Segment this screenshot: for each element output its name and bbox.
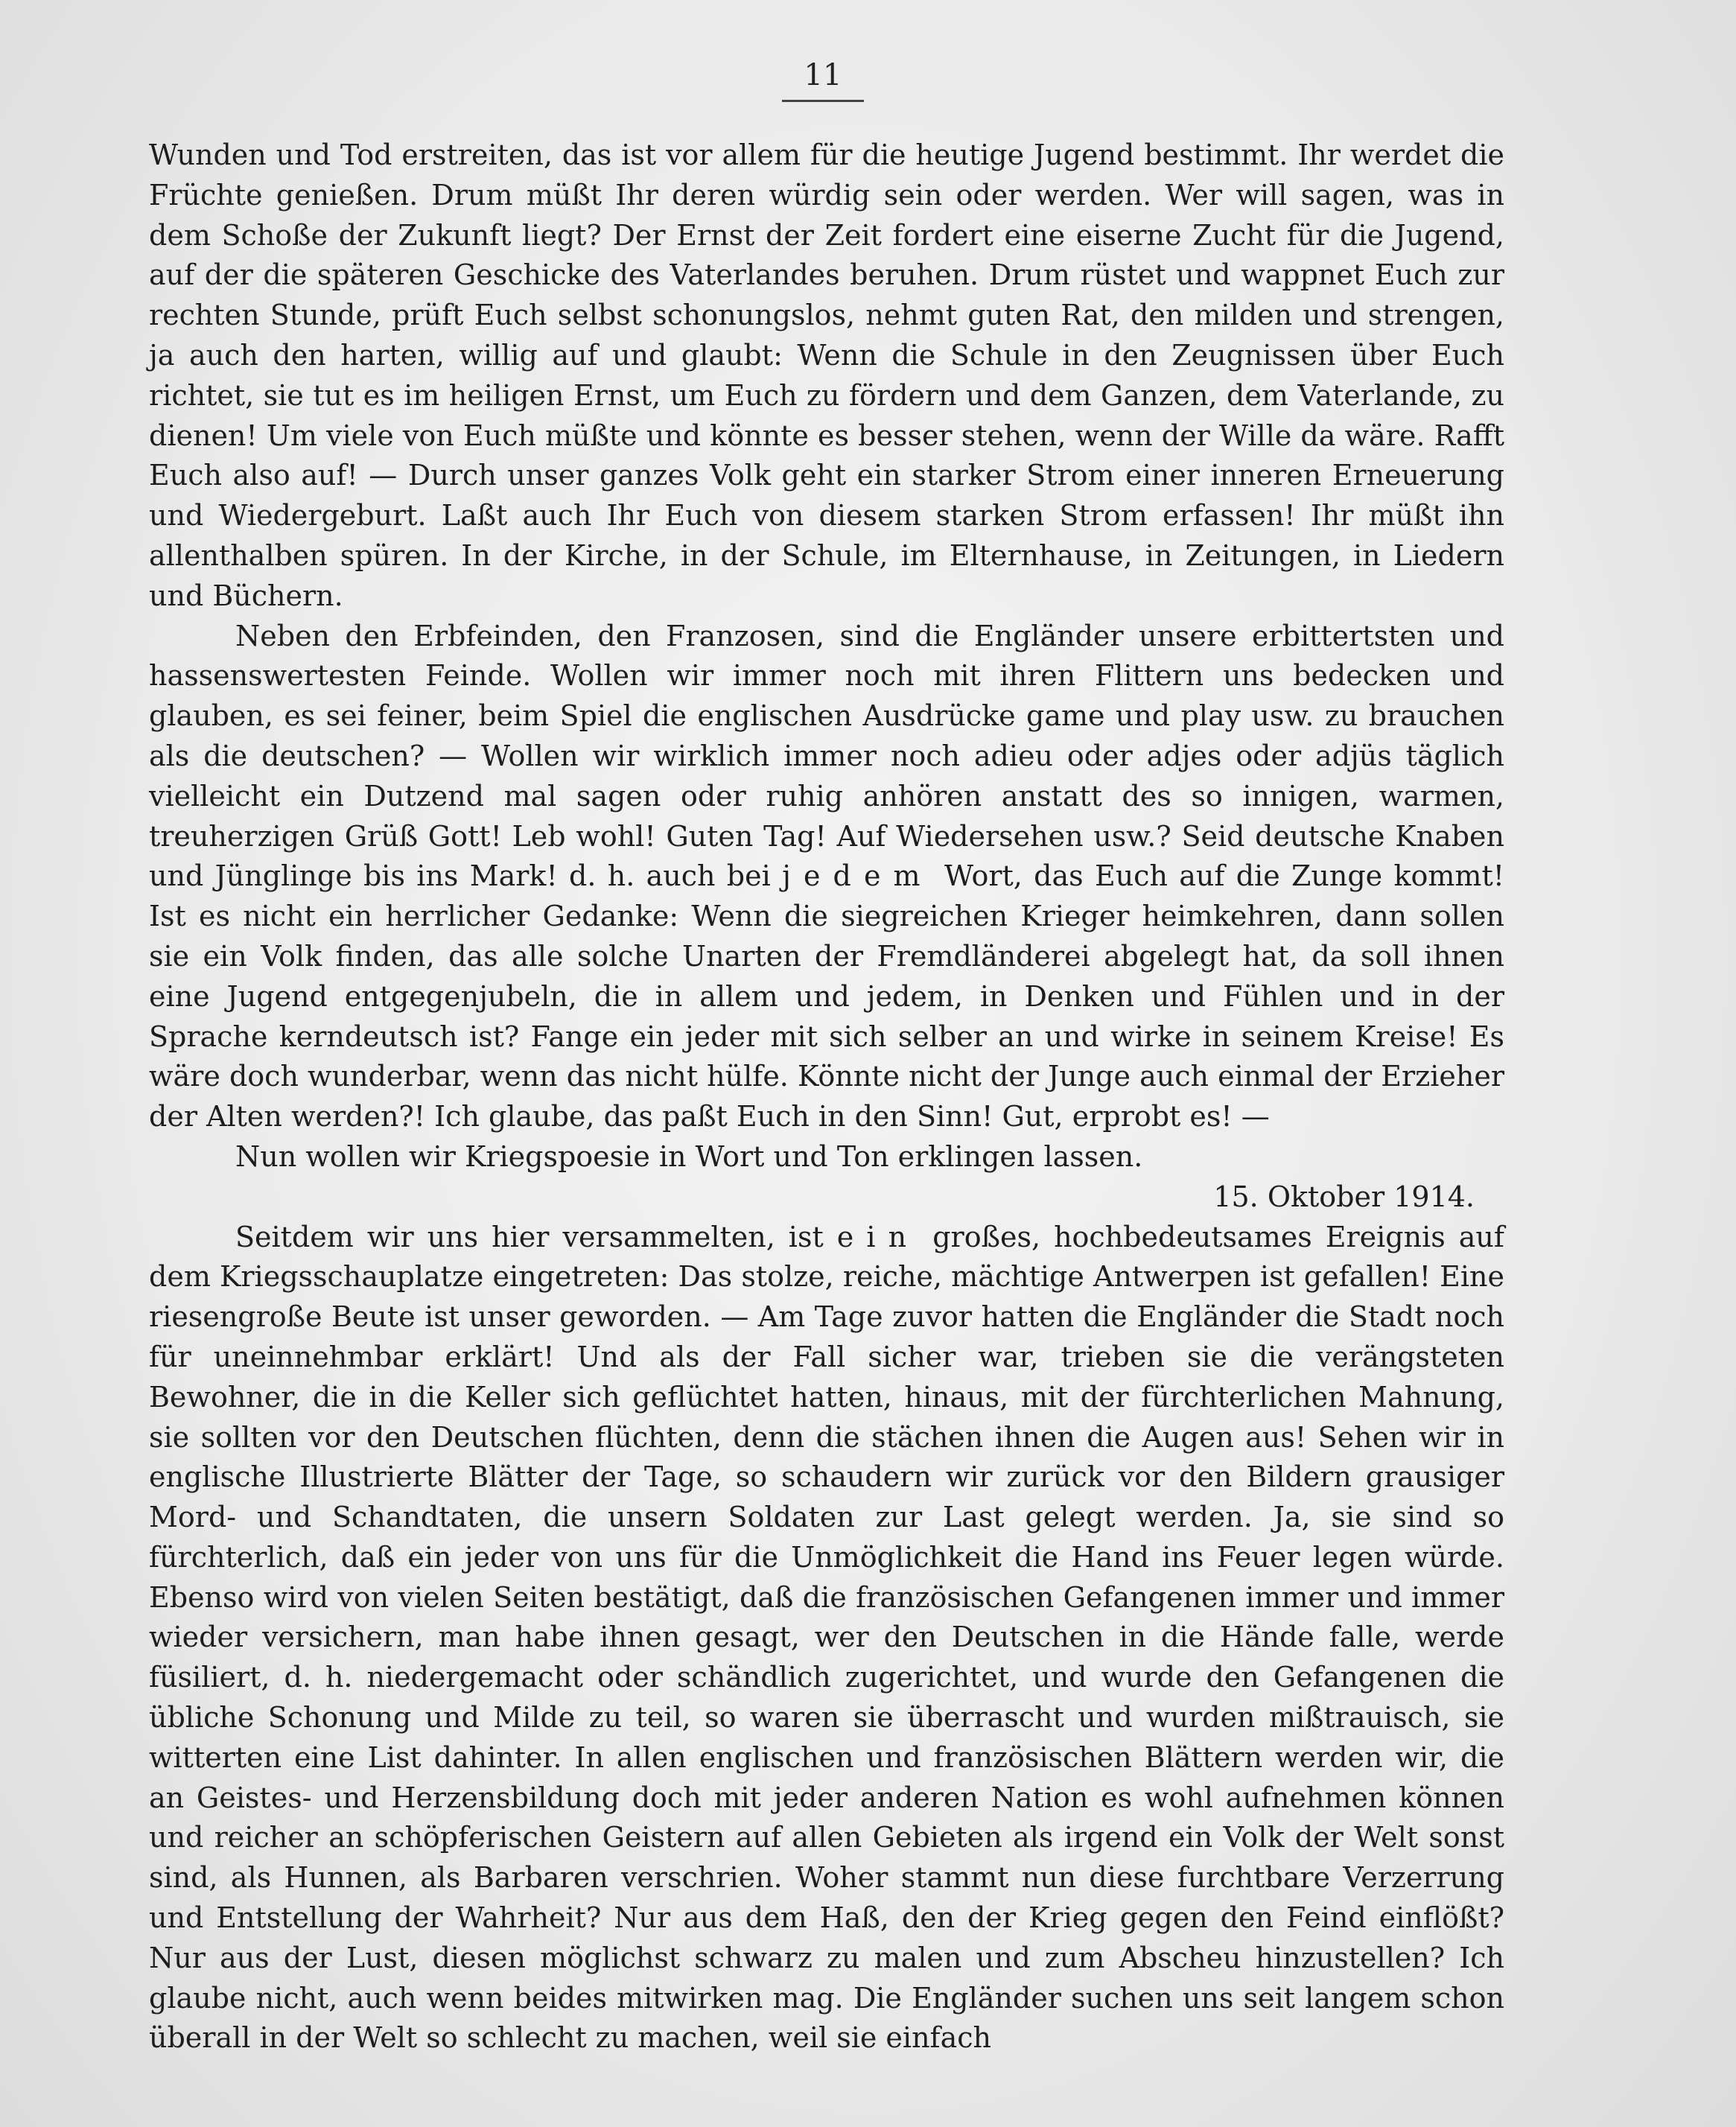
page-number: 11	[804, 58, 842, 92]
dateline: 15. Oktober 1914.	[1213, 1180, 1475, 1213]
paragraph-2-emphasis: jedem	[782, 859, 933, 893]
paragraph-2-text-end: Wort, das Euch auf die Zunge kommt! Ist es nicht ein herrlicher Gedanke: Wenn die siegreichen Krieger heimkehren, dann sollen sie ein Volk finden, das alle solche Unarten der Fremdländerei abgelegt hat, da soll ihnen eine Jugend entgegenjubeln, die in allem und jedem, in Denken und Fühlen und in der Sprache kerndeutsch ist? Fange ein jeder mit sich selber an und wirke in seinem Kreise! Es wäre doch wunderbar, wenn das nicht hülfe. Könnte nicht der Junge auch einmal der Erzieher der Alten werden?! Ich glaube, das paßt Euch in den Sinn! Gut, erprobt es! —	[149, 859, 1504, 1134]
page-number-underline	[782, 100, 864, 102]
paragraph-3-text: Nun wollen wir Kriegspoesie in Wort und Ton erklingen lassen.	[235, 1139, 1143, 1173]
paragraph-2-text-start: Neben den Erbfeinden, den Franzosen, sind die Engländer unsere erbittertsten und hassenswertesten Feinde. Wollen wir immer noch mit ihren Flittern uns bedecken und glauben, es sei feiner, beim Spiel die englischen Ausdrücke game und play usw. zu brauchen als die deutschen? — Wollen wir wirklich immer noch adieu oder adjes oder adjüs täglich vielleicht ein Dutzend mal sagen oder ruhig anhören anstatt des so innigen, warmen, treuherzigen Grüß Gott! Leb wohl! Guten Tag! Auf Wiedersehen usw.? Seid deutsche Knaben und Jünglinge bis ins Mark! d. h. auch bei	[149, 619, 1504, 893]
paragraph-1	[149, 136, 1504, 617]
paragraph-4	[149, 1218, 1504, 2059]
paragraph-1-text: Wunden und Tod erstreiten, das ist vor allem für die heutige Jugend bestimmt. Ihr werdet die Früchte genießen. Drum müßt Ihr deren würdig sein oder werden. Wer will sagen, was in dem Schoße der Zukunft liegt? Der Ernst der Zeit fordert eine eiserne Zucht für die Jugend, auf der die späteren Geschicke des Vaterlandes beruhen. Drum rüstet und wappnet Euch zur rechten Stunde, prüft Euch selbst schonungslos, nehmt guten Rat, den milden und strengen, ja auch den harten, willig auf und glaubt: Wenn die Schule in den Zeugnissen über Euch richtet, sie tut es im heiligen Ernst, um Euch zu fördern und dem Ganzen, dem Vaterlande, zu dienen! Um viele von Euch müßte und könnte es besser stehen, wenn der Wille da wäre. Rafft Euch also auf! — Durch unser ganzes Volk geht ein starker Strom einer inneren Erneuerung und Wiedergeburt. Laßt auch Ihr Euch von diesem starken Strom erfassen! Ihr müßt ihn allenthalben spüren. In der Kirche, in der Schule, im Elternhause, in Zeitungen, in Liedern und Büchern.	[149, 139, 1504, 612]
paragraph-2	[149, 617, 1504, 1137]
paragraph-4-text-start: Seitdem wir uns hier versammelten, ist	[235, 1220, 824, 1253]
paragraph-3	[149, 1137, 1504, 1177]
paragraph-4-text-end: großes, hochbedeutsames Ereignis auf dem Kriegsschauplatze eingetreten: Das stolze, reiche, mächtige Antwerpen ist gefallen! Eine riesengroße Beute ist unser geworden. — Am Tage zuvor hatten die Engländer die Stadt noch für uneinnehmbar erklärt! Und als der Fall sicher war, trieben sie die verängsteten Bewohner, die in die Keller sich geflüchtet hatten, hinaus, mit der fürchterlichen Mahnung, sie sollten vor den Deutschen flüchten, denn die stächen ihnen die Augen aus! Sehen wir in englische Illustrierte Blätter der Tage, so schaudern wir zurück vor den Bildern grausiger Mord- und Schandtaten, die unsern Soldaten zur Last gelegt werden. Ja, sie sind so fürchterlich, daß ein jeder von uns für die Unmöglichkeit die Hand ins Feuer legen würde. Ebenso wird von vielen Seiten bestätigt, daß die französischen Gefangenen immer und immer wieder versichern, man habe ihnen gesagt, wer den Deutschen in die Hände falle, werde füsiliert, d. h. niedergemacht oder schändlich zugerichtet, und wurde den Gefangenen die übliche Schonung und Milde zu teil, so waren sie überrascht und wurden mißtrauisch, sie witterten eine List dahinter. In allen englischen und französischen Blättern werden wir, die an Geistes- und Herzensbildung doch mit jeder anderen Nation es wohl aufnehmen können und reicher an schöpferischen Geistern auf allen Gebieten als irgend ein Volk der Welt sonst sind, als Hunnen, als Barbaren verschrien. Woher stammt nun diese furchtbare Verzerrung und Entstellung der Wahrheit? Nur aus dem Haß, den der Krieg gegen den Feind einflößt? Nur aus der Lust, diesen möglichst schwarz zu malen und zum Abscheu hinzustellen? Ich glaube nicht, auch wenn beides mitwirken mag. Die Engländer suchen uns seit langem schon überall in der Welt so schlecht zu machen, weil sie einfach	[149, 1220, 1504, 2055]
paragraph-4-emphasis: ein	[836, 1220, 920, 1253]
body-text	[149, 136, 1504, 2058]
